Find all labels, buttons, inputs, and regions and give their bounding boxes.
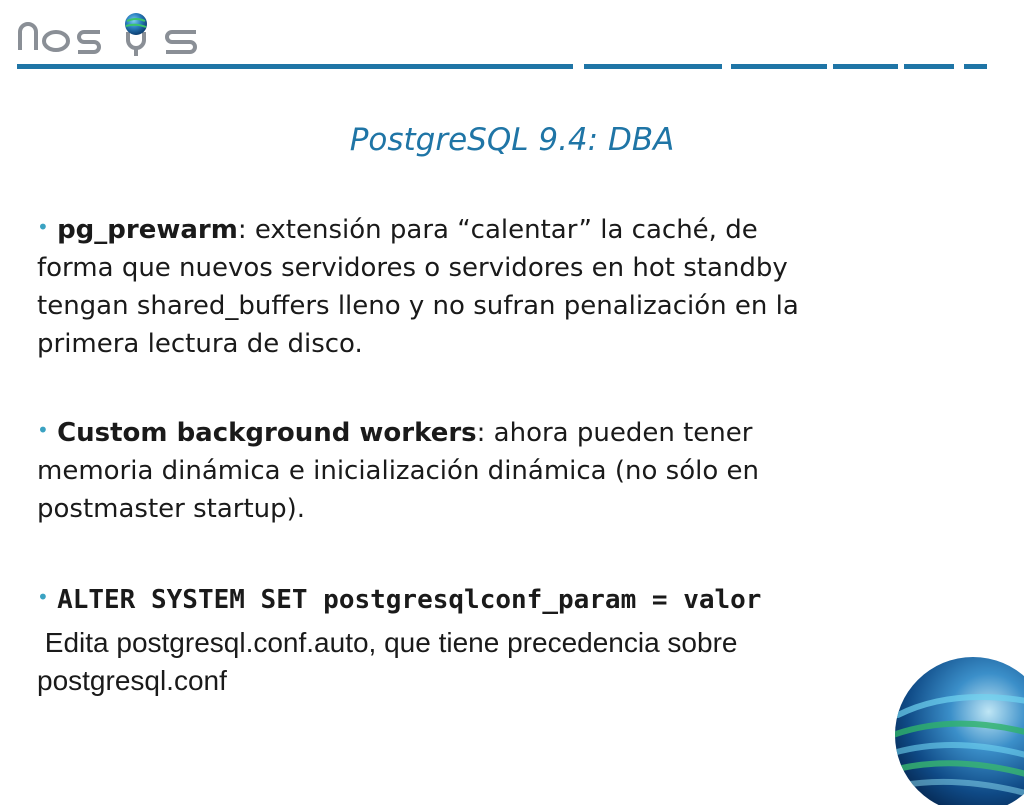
item-line: forma que nuevos servidores o servidores en hot standby (37, 253, 788, 283)
header-rule-6 (964, 64, 987, 69)
item-line: primera lectura de disco. (37, 329, 363, 359)
item-line: : extensión para “calentar” la caché, de (237, 215, 758, 245)
slide-title: PostgreSQL 9.4: DBA (349, 122, 675, 158)
item-line: Edita postgresql.conf.auto, que tiene precedencia sobre (37, 627, 738, 658)
bullet-icon: • (37, 215, 49, 239)
item-line: postmaster startup). (37, 494, 306, 524)
item-command: ALTER SYSTEM SET postgresqlconf_param = valor (57, 585, 762, 615)
header-rule-5 (904, 64, 954, 69)
item-term: Custom background workers (57, 418, 477, 448)
alter-system-description (37, 624, 737, 700)
nosys-logo (16, 12, 206, 58)
item-line: tengan shared_buffers lleno y no sufran penalización en la (37, 291, 799, 321)
header-rule-3 (731, 64, 827, 69)
header-rule-1 (17, 64, 573, 69)
bullet-item-custom-bgworkers (37, 411, 759, 528)
item-line: : ahora pueden tener (476, 418, 753, 448)
globe-icon (893, 655, 1024, 805)
item-term: pg_prewarm (57, 215, 238, 245)
header-rule-4 (833, 64, 898, 69)
bullet-icon: • (37, 418, 49, 442)
header-rule-2 (584, 64, 722, 69)
bullet-item-alter-system (37, 578, 761, 619)
item-line: postgresql.conf (37, 665, 227, 696)
bullet-item-pg-prewarm (37, 208, 799, 363)
item-line: memoria dinámica e inicialización dinámica (no sólo en (37, 456, 759, 486)
bullet-icon: • (37, 585, 49, 609)
